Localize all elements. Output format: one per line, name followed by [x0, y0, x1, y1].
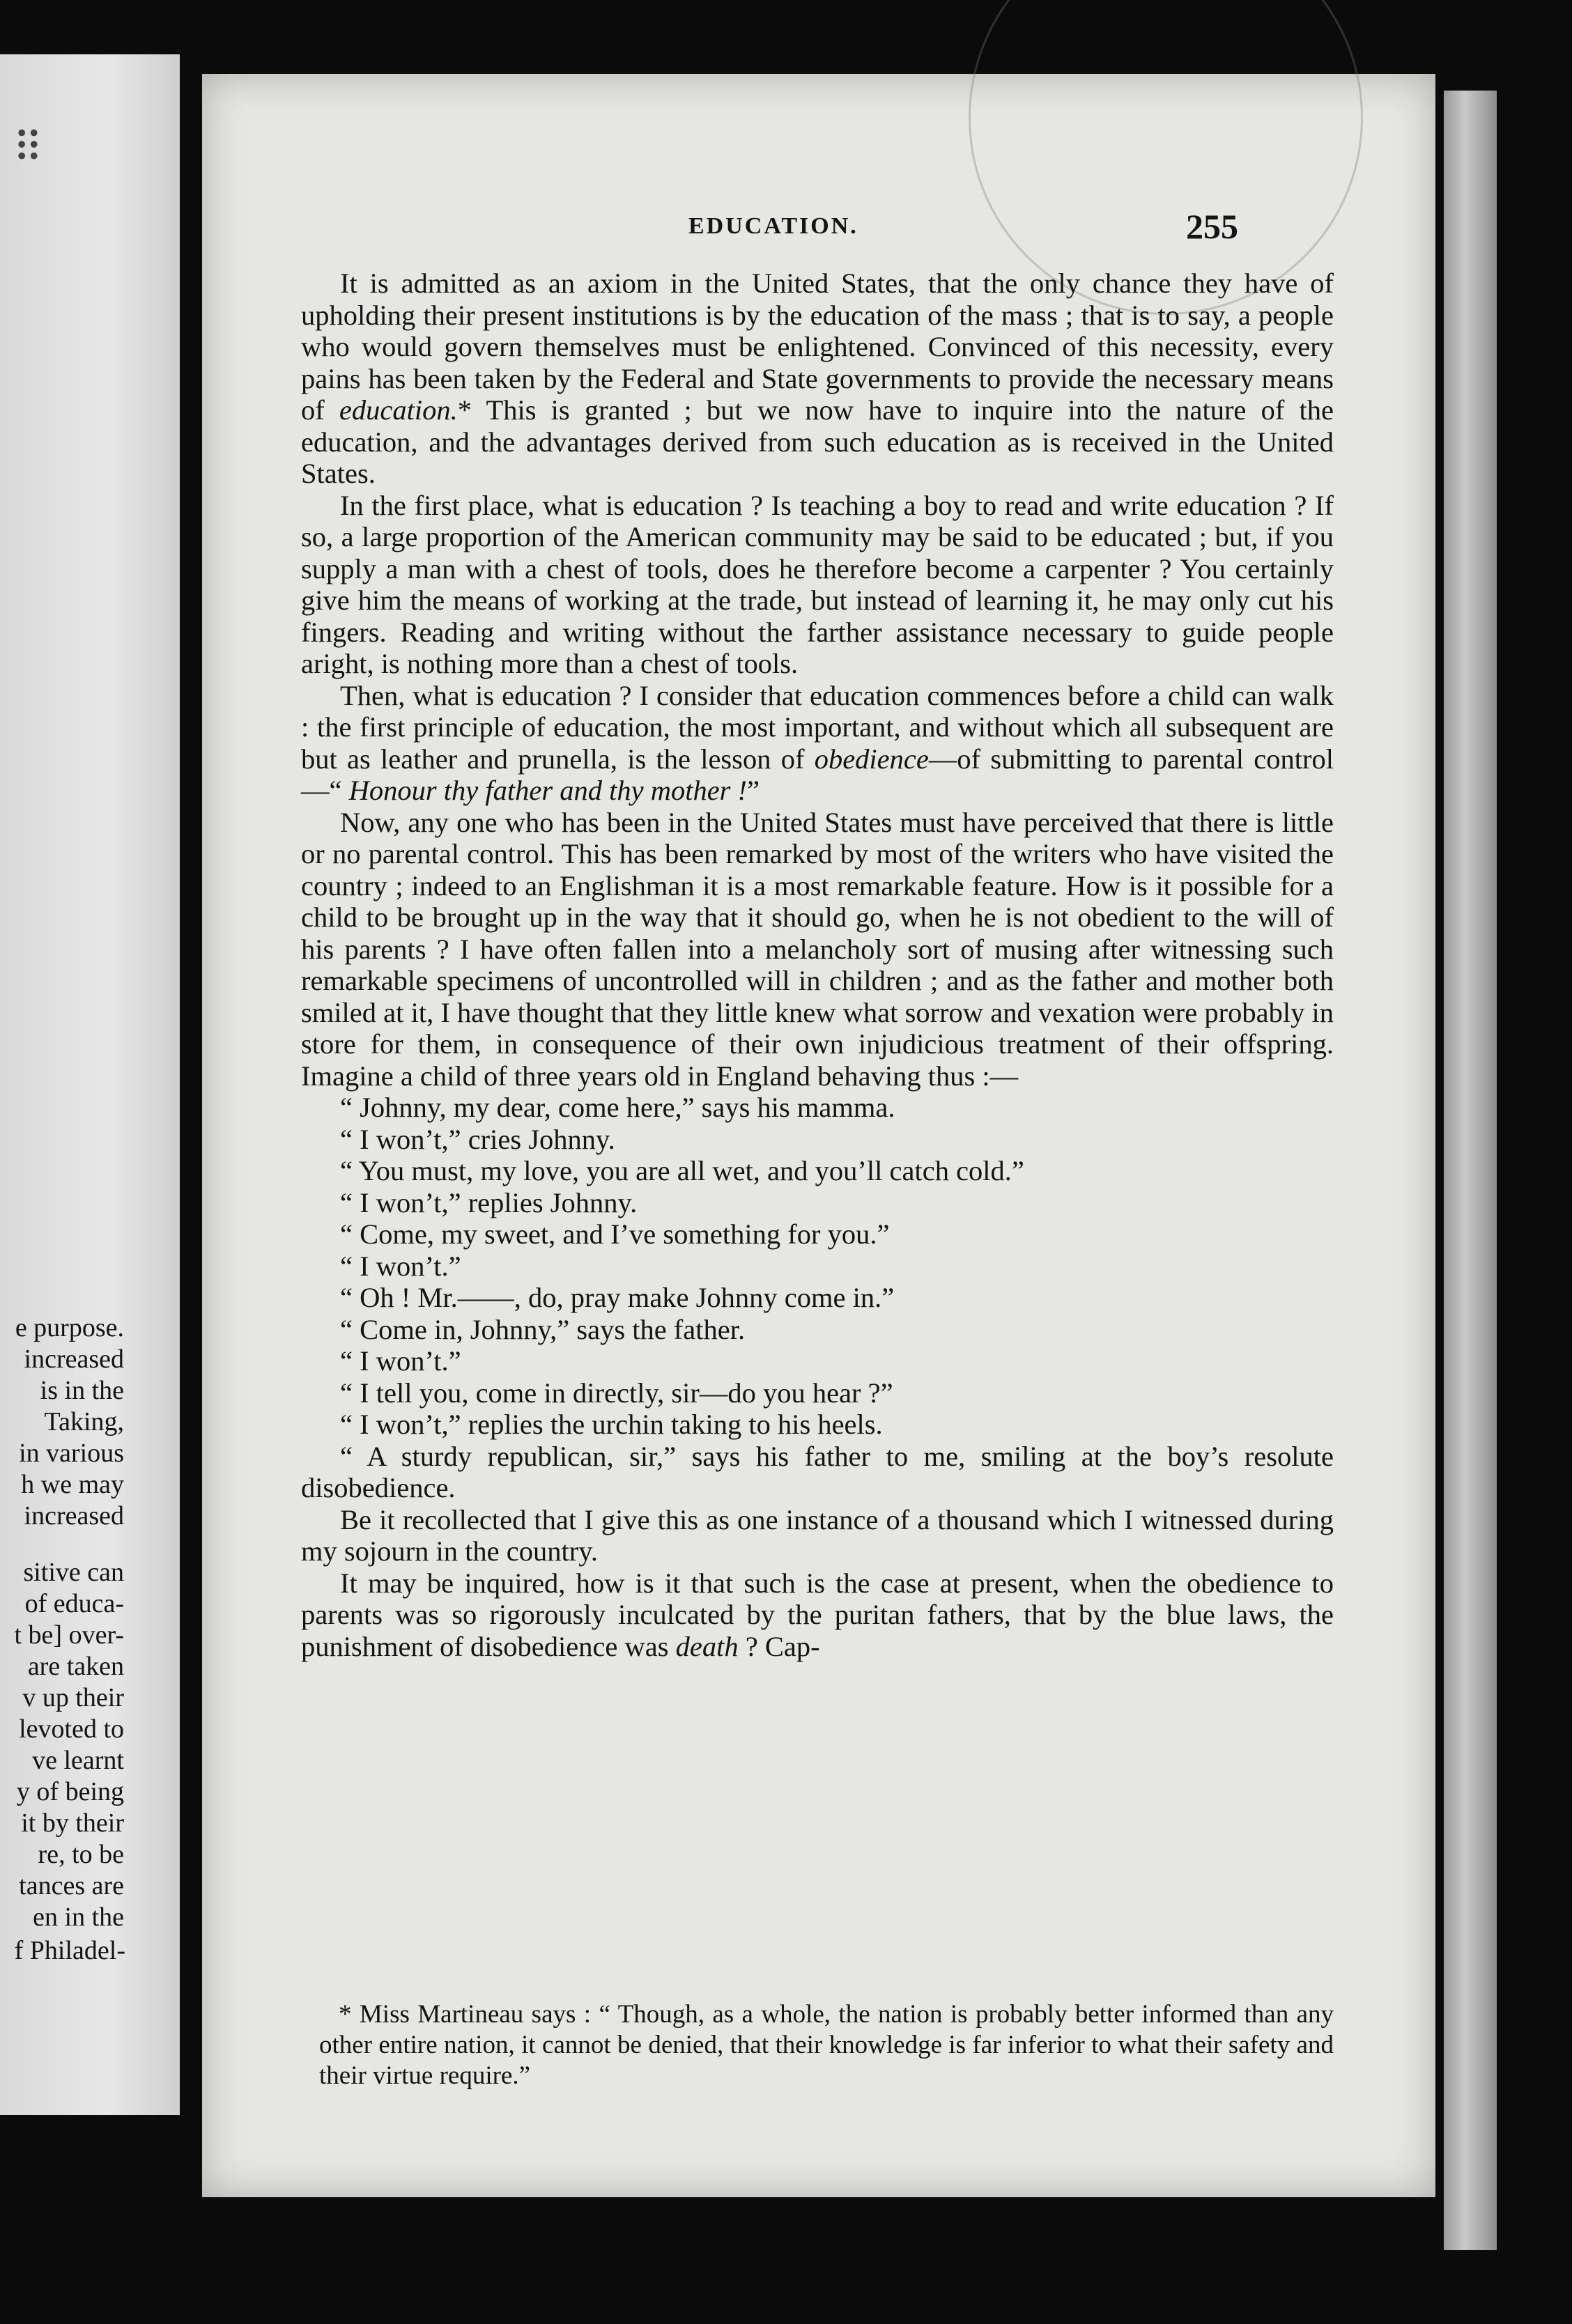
running-head: EDUCATION.: [688, 213, 858, 239]
dialogue-line: “ I tell you, come in directly, sir—do you hear ?”: [340, 1377, 893, 1409]
page-number: 255: [1186, 207, 1238, 246]
footnote: * Miss Martineau says : “ Though, as a whole, the nation is probably better informed than any other entire nation, it cannot be denied, that their knowledge is far inferior to what their safety and their virtue require.”: [319, 2000, 1334, 2090]
paragraph-4: Now, any one who has been in the United States must have perceived that there is little or no parental control. This has been remarked by most of the writers who have visited the country ; indeed to an Englishman it is a most remarkable feature. How is it possible for a child to be brought up in the way that it should go, when he is not obedient to the will of his parents ? I have often fallen into a melancholy sort of musing after witnessing such remarkable specimens of uncontrolled will in children ; and as the father and mother both smiled at it, I have thought that they little knew what sorrow and vexation were probably in store for them, in consequence of their own injudicious treatment of their offspring. Imagine a child of three years old in England behaving thus :—: [301, 806, 1334, 1092]
dialogue-line: “ Come, my sweet, and I’ve something for you.”: [340, 1218, 890, 1250]
dialogue-line: “ You must, my love, you are all wet, and you’ll catch cold.”: [340, 1155, 1024, 1186]
facing-page-footnote-fragment: f Philadel-: [14, 1936, 125, 1965]
facing-page-line: in various: [19, 1439, 124, 1468]
dialogue-block: [301, 1092, 1334, 1504]
facing-page-fragment: [0, 54, 180, 2115]
facing-page-line: it by their: [21, 1808, 124, 1838]
margin-mark-icon: ⠿: [13, 125, 43, 171]
paragraph-2: In the first place, what is education ? Is teaching a boy to read and write education ? If so, a large proportion of the American community may be said to be educated ; but, if you supply a man with a chest of tools, does he therefore become a carpenter ? You certainly give him the means of working at the trade, but instead of learning it, he may only cut his fingers. Reading and writing without the farther assistance necessary to guide people aright, is nothing more than a chest of tools.: [301, 489, 1334, 679]
facing-page-line: t be] over-: [14, 1620, 124, 1650]
facing-page-line: Taking,: [44, 1407, 124, 1436]
page-edge: [1444, 91, 1497, 2250]
paragraph-1: It is admitted as an axiom in the United States, that the only chance they have of upholding their present institutions is by the education of the mass ; that is to say, a people who would govern themselves must be enlightened. Convinced of this necessity, every pains has been taken by the Federal and State governments to provide the necessary means of education.* This is granted ; but we now have to inquire into the nature of the education, and the advantages derived from such education as is received in the United States.: [301, 268, 1334, 489]
facing-page-line: y of being: [16, 1777, 124, 1806]
facing-page-line: tances are: [19, 1871, 124, 1900]
facing-page-line: levoted to: [19, 1714, 124, 1744]
facing-page-line: e purpose.: [15, 1313, 124, 1342]
facing-page-line: ve learnt: [32, 1746, 124, 1775]
facing-page-line: v up their: [22, 1683, 124, 1712]
facing-page-line: en in the: [33, 1903, 124, 1932]
book-page: [202, 74, 1435, 2197]
dialogue-line: “ Oh ! Mr.——, do, pray make Johnny come in.”: [340, 1282, 895, 1313]
dialogue-line: “ I won’t.”: [340, 1345, 461, 1377]
facing-page-line: increased: [24, 1501, 124, 1531]
dialogue-line: “ A sturdy republican, sir,” says his father to me, smiling at the boy’s resolute disobedience.: [301, 1440, 1334, 1503]
dialogue-line: “ I won’t,” replies the urchin taking to his heels.: [340, 1409, 883, 1440]
dialogue-line: “ I won’t.”: [340, 1250, 461, 1282]
paragraph-5: Be it recollected that I give this as one instance of a thousand which I witnessed during my sojourn in the country.: [301, 1503, 1334, 1567]
page-header: [202, 207, 1435, 255]
paragraph-3: Then, what is education ? I consider that education commences before a child can walk : the first principle of education, the most important, and without which all subsequent are but as leather and prunella, is the lesson of obedience—of submitting to parental control—“ Honour thy father and thy mother !”: [301, 679, 1334, 806]
facing-page-line: [0, 1532, 124, 1557]
facing-page-line: is in the: [40, 1376, 124, 1405]
main-text: [301, 268, 1334, 1662]
facing-page-line: of educa-: [24, 1589, 124, 1618]
facing-page-line: increased: [24, 1345, 124, 1374]
facing-page-line: h we may: [21, 1470, 124, 1499]
paragraph-6: It may be inquired, how is it that such is the case at present, when the obedience to parents was so rigorously inculcated by the puritan fathers, that by the blue laws, the punishment of disobedience was death ? Cap-: [301, 1567, 1334, 1662]
dialogue-line: “ Come in, Johnny,” says the father.: [340, 1313, 746, 1345]
facing-page-line: re, to be: [38, 1840, 124, 1869]
facing-page-line: sitive can: [23, 1558, 124, 1587]
dialogue-line: “ I won’t,” cries Johnny.: [340, 1123, 615, 1155]
dialogue-line: “ I won’t,” replies Johnny.: [340, 1186, 638, 1218]
facing-page-line: are taken: [27, 1652, 124, 1681]
facing-page-text: [0, 1312, 124, 1933]
dialogue-line: “ Johnny, my dear, come here,” says his mamma.: [340, 1092, 895, 1123]
